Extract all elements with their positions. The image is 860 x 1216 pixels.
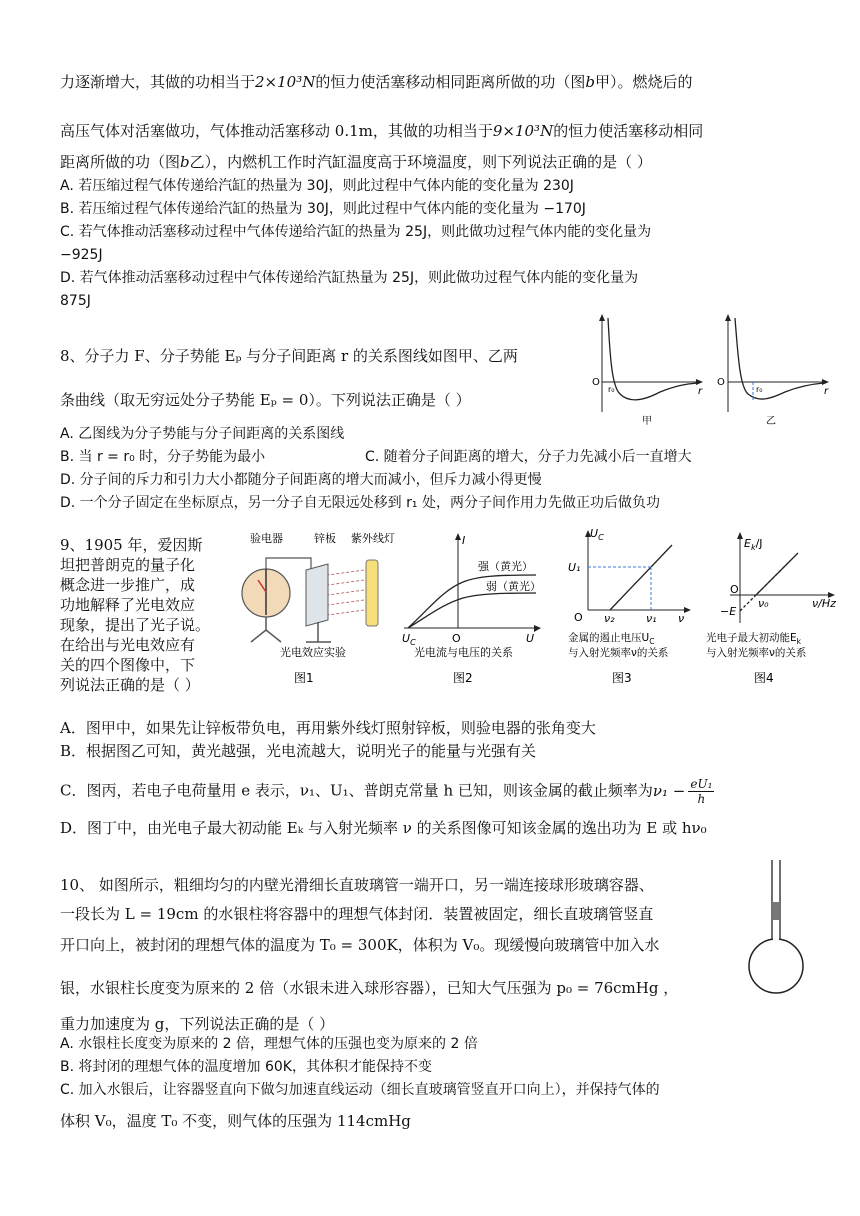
fig2-y-label: I bbox=[462, 534, 466, 547]
fig1-caption: 光电效应实验 bbox=[280, 646, 346, 659]
q7-line-3: 距离所做的功（图b乙），内燃机工作时汽缸温度高于环境温度，则下列说法正确的是（ ） bbox=[60, 153, 652, 171]
q8-yi-r0: r₀ bbox=[756, 385, 763, 394]
q10-stem-4: 银，水银柱长度变为原来的 2 倍（水银未进入球形容器），已知大气压强为 p₀ = 76cmHg ， bbox=[60, 979, 679, 997]
q8-option-b: B. 当 r = r₀ 时，分子势能为最小 bbox=[60, 449, 266, 465]
q9-stem-line: 关的四个图像中，下 bbox=[60, 656, 196, 674]
fig1-label-zinc: 锌板 bbox=[314, 532, 336, 545]
q10-stem-3: 开口向上，被封闭的理想气体的温度为 T₀ = 300K，体积为 V₀。现缓慢向玻璃管中加入水 bbox=[60, 936, 660, 954]
q9-option-c: C．图丙，若电子电荷量用 e 表示，ν₁、U₁、普朗克常量 h 已知，则该金属的截止频率为ν₁ − $\frac{\text{eU₁}}{h}$ bbox=[60, 777, 713, 806]
q8-option-c: C. 随着分子间距离的增大，分子力先减小后一直增大 bbox=[365, 449, 692, 465]
q9-stem-line: 列说法正确的是（ ） bbox=[60, 676, 200, 694]
fig1-leg bbox=[251, 630, 266, 642]
q9-figure-4 bbox=[702, 525, 842, 685]
fig3-caption-2: 与入射光频率ν的关系 bbox=[568, 647, 669, 659]
q9-figure-2 bbox=[398, 530, 548, 685]
fig1-label-uv-lamp: 紫外线灯 bbox=[351, 532, 395, 545]
q7-line-1: 力逐渐增大，其做的功相当于2×10³N的恒力使活塞移动相同距离所做的功（图b甲）。燃烧后的 bbox=[60, 73, 693, 91]
fig4-caption-1: 光电子最大初动能$E_k$ bbox=[706, 632, 801, 646]
q10-stem-5: 重力加速度为 g，下列说法正确的是（ ） bbox=[60, 1015, 335, 1033]
fig1-uv-lamp bbox=[366, 560, 378, 626]
q9-stem-line: 现象，提出了光子说。 bbox=[60, 616, 211, 634]
fig2-label-strong: 强（黄光） bbox=[478, 560, 533, 573]
fig4-y-arrow bbox=[737, 532, 743, 539]
q7-option-b: B. 若压缩过程气体传递给汽缸的热量为 30J，则此过程中气体内能的变化量为 −170J bbox=[60, 201, 586, 217]
fig1-uv-rays bbox=[328, 570, 364, 615]
fig1-wire bbox=[266, 558, 311, 570]
fig2-uc-label: $U_C$ bbox=[402, 632, 416, 647]
q9-figure-3 bbox=[560, 525, 695, 685]
fig3-caption-1: 金属的遏止电压$U_C$ bbox=[568, 632, 655, 646]
fig4-line bbox=[756, 553, 798, 595]
fig2-label-weak: 弱（黄光） bbox=[486, 580, 541, 593]
q10-mercury-column bbox=[772, 902, 780, 920]
q8-yi-y-arrow bbox=[725, 314, 731, 321]
fig4-neg-e: −E bbox=[720, 605, 737, 618]
fig2-x-label: U bbox=[526, 632, 535, 645]
fig3-x-arrow bbox=[684, 607, 691, 613]
fig4-number: 图4 bbox=[754, 671, 774, 685]
q7-line-2: 高压气体对活塞做功，气体推动活塞移动 0.1m，其做的功相当于9×10³N的恒力使活塞移动相同 bbox=[60, 122, 704, 140]
q9-stem-line: 在给出与光电效应有 bbox=[60, 636, 196, 654]
q8-graph-yi bbox=[717, 314, 829, 427]
q8-yi-origin: O bbox=[717, 377, 725, 388]
q10-figure bbox=[742, 858, 822, 998]
q8-jia-r-label: r bbox=[698, 386, 703, 397]
fig2-origin: O bbox=[452, 632, 461, 645]
q10-option-c: C. 加入水银后，让容器竖直向下做匀加速直线运动（细长直玻璃管竖直开口向上），并保持气体的 bbox=[60, 1082, 660, 1098]
q10-stem-1: 10、 如图所示，粗细均匀的内壁光滑细长直玻璃管一端开口，另一端连接球形玻璃容器、 bbox=[60, 876, 654, 894]
q8-option-a: A. 乙图线为分子势能与分子间距离的关系图线 bbox=[60, 426, 345, 442]
fig1-leg bbox=[266, 630, 281, 642]
q10-option-c-cont: 体积 V₀，温度 T₀ 不变，则气体的压强为 114cmHg bbox=[60, 1112, 411, 1130]
q8-yi-curve bbox=[735, 318, 824, 399]
q8-graph-jia bbox=[592, 314, 703, 427]
fig4-caption-2: 与入射光频率ν的关系 bbox=[706, 647, 807, 659]
fig3-u1: U₁ bbox=[568, 561, 581, 574]
q8-jia-r0: r₀ bbox=[608, 385, 615, 394]
q7-option-d-cont: 875J bbox=[60, 293, 91, 309]
q7-option-d: D. 若气体推动活塞移动过程中气体传递给汽缸热量为 25J，则此做功过程气体内能的变化量为 bbox=[60, 270, 639, 286]
q8-option-e: D. 一个分子固定在坐标原点，另一分子自无限远处移到 r₁ 处，两分子间作用力先做正功后做负功 bbox=[60, 495, 660, 511]
q7-option-c: C. 若气体推动活塞移动过程中气体传递给汽缸的热量为 25J，则此做功过程气体内能的变化量为 bbox=[60, 224, 652, 240]
fig3-v2: ν₂ bbox=[604, 612, 615, 625]
q8-yi-x-arrow bbox=[822, 379, 829, 385]
q10-option-a: A. 水银柱长度变为原来的 2 倍，理想气体的压强也变为原来的 2 倍 bbox=[60, 1036, 478, 1052]
q8-figure bbox=[590, 312, 835, 432]
fig1-zinc-plate bbox=[306, 564, 328, 626]
q9-option-d: D．图丁中，由光电子最大初动能 Eₖ 与入射光频率 ν 的关系图像可知该金属的逸出功为 E 或 hν₀ bbox=[60, 819, 707, 837]
q8-yi-r-label: r bbox=[824, 386, 829, 397]
q8-jia-y-arrow bbox=[599, 314, 605, 321]
q9-stem-line: 功地解释了光电效应 bbox=[60, 596, 196, 614]
q8-jia-curve bbox=[608, 318, 698, 400]
q8-stem-1: 8、分子力 F、分子势能 Eₚ 与分子间距离 r 的关系图线如图甲、乙两 bbox=[60, 347, 518, 365]
fig3-origin: O bbox=[574, 611, 583, 624]
fig1-label-electroscope: 验电器 bbox=[250, 532, 283, 545]
q9-option-b: B．根据图乙可知，黄光越强，光电流越大，说明光子的能量与光强有关 bbox=[60, 742, 537, 760]
q9-option-a: A．图甲中，如果先让锌板带负电，再用紫外线灯照射锌板，则验电器的张角变大 bbox=[60, 719, 596, 737]
q10-option-b: B. 将封闭的理想气体的温度增加 60K，其体积才能保持不变 bbox=[60, 1059, 432, 1075]
q9-stem-line: 9、1905 年，爱因斯 bbox=[60, 536, 203, 554]
q10-stem-2: 一段长为 L = 19cm 的水银柱将容器中的理想气体封闭．装置被固定，细长直玻璃管竖直 bbox=[60, 905, 654, 923]
fig3-x-label: ν bbox=[678, 612, 685, 625]
fig2-y-arrow bbox=[455, 533, 461, 540]
q8-option-d: D. 分子间的斥力和引力大小都随分子间距离的增大而减小，但斥力减小得更慢 bbox=[60, 472, 542, 488]
q8-yi-caption: 乙 bbox=[766, 416, 776, 427]
fig4-origin: O bbox=[730, 583, 739, 596]
cutoff-formula: ν₁ − $\frac{\text{eU₁}}{h}$ bbox=[652, 777, 713, 806]
fig4-x-label: ν/Hz bbox=[812, 597, 836, 610]
q10-junction bbox=[773, 936, 779, 942]
q8-jia-x-arrow bbox=[696, 379, 703, 385]
q9-stem bbox=[60, 535, 240, 695]
q8-jia-origin: O bbox=[592, 377, 600, 388]
fig3-v1: ν₁ bbox=[646, 612, 657, 625]
fig4-y-label: $E_k/J$ bbox=[744, 537, 763, 552]
fig2-x-arrow bbox=[534, 625, 541, 632]
q7-option-a: A. 若压缩过程气体传递给汽缸的热量为 30J，则此过程中气体内能的变化量为 230J bbox=[60, 178, 574, 194]
q8-stem-2: 条曲线（取无穷远处分子势能 Eₚ = 0）。下列说法正确是（ ） bbox=[60, 391, 471, 409]
q10-bulb bbox=[749, 939, 803, 993]
fig3-y-label: $U_C$ bbox=[590, 527, 604, 542]
q7-option-c-cont: −925J bbox=[60, 247, 103, 263]
q9-stem-line: 坦把普朗克的量子化 bbox=[60, 556, 196, 574]
fig3-number: 图3 bbox=[612, 671, 632, 685]
fig1-number: 图1 bbox=[294, 671, 314, 685]
fig3-line bbox=[610, 545, 672, 610]
q8-jia-caption: 甲 bbox=[642, 416, 652, 427]
q9-stem-line: 概念进一步推广，成 bbox=[60, 576, 196, 594]
fig2-curve-weak bbox=[408, 593, 536, 628]
fig4-v0: ν₀ bbox=[758, 597, 769, 610]
fig2-caption: 光电流与电压的关系 bbox=[414, 646, 513, 659]
fig2-number: 图2 bbox=[453, 671, 473, 685]
q9-figure-1 bbox=[236, 530, 396, 685]
